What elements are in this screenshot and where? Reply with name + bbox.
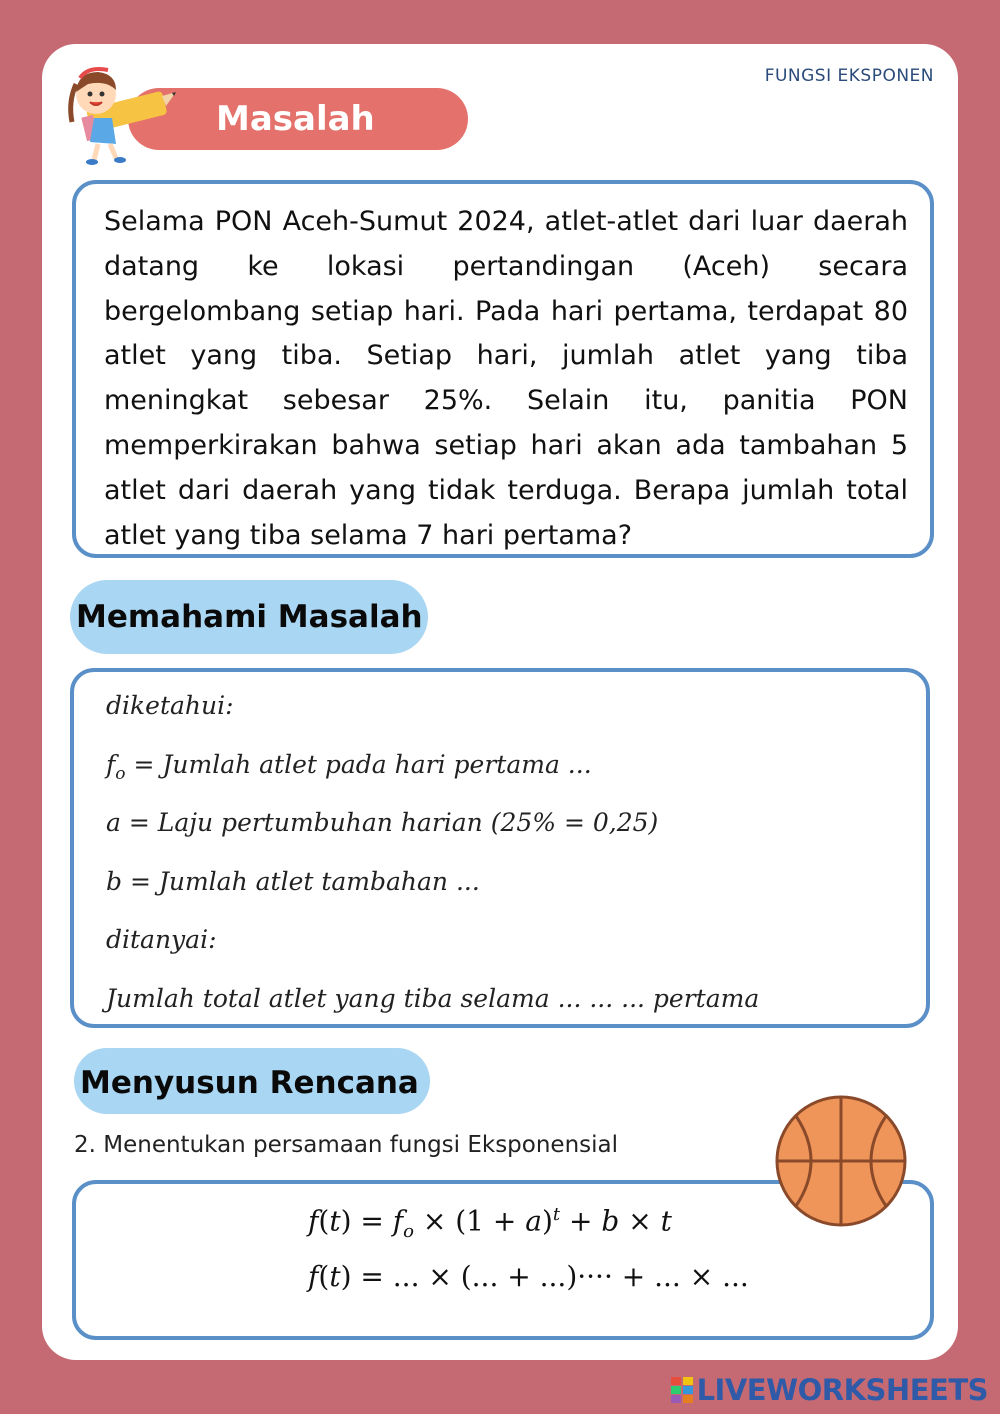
b-desc: = Jumlah atlet tambahan ... [129,866,480,896]
formula-general: $f(t) = f_o \times (1 + a)^t + b \times t$ [308,1204,672,1242]
basketball-icon [774,1094,908,1228]
liveworksheets-mark-icon [671,1377,693,1403]
liveworksheets-logo [671,1374,988,1406]
liveworksheets-brand: LIVEWORKSHEETS [696,1373,988,1407]
known-label: diketahui: [106,691,234,720]
asked-label: ditanyai: [106,925,217,955]
topic-label: FUNGSI EKSPONEN [764,66,934,86]
problem-text: Selama PON Aceh-Sumut 2024, atlet-atlet dari luar daerah datang ke lokasi pertandingan (Aceh) secara bergelombang setiap hari. Pada hari pertama, terdapat 80 atlet yang tiba. Setiap hari, jumlah atlet yang tiba meningkat sebesar 25%. Selain itu, panitia PON memperkirakan bahwa setiap hari akan ada tambahan 5 atlet dari daerah yang tidak terduga. Berapa jumlah total atlet yang tiba selama 7 hari pertama? [104,206,908,551]
plan-step: 2. Menentukan persamaan fungsi Eksponensial [74,1132,619,1158]
f0-desc: = Jumlah atlet pada hari pertama ... [133,749,592,779]
formula-filled: f(t) = ... × (... + ...)···· + ... × ... [308,1260,749,1293]
plan-title: Menyusun Rencana [74,1048,430,1114]
problem-box [72,180,934,558]
asked-line: Jumlah total atlet yang tiba selama ... ... ... pertama [106,983,760,1013]
formula-filled-rhs: = ... × (... + ...)···· + ... × ... [360,1260,749,1293]
a-desc: = Laju pertumbuhan harian (25% = 0,25) [128,808,659,838]
a-line: a = Laju pertumbuhan harian (25% = 0,25) [106,808,659,838]
masalah-title: Masalah [128,88,468,150]
known-box [70,668,930,1028]
f0-line: $f_o$ = Jumlah atlet pada hari pertama ... [106,749,592,784]
girl-with-pencil-illustration [58,62,178,172]
b-line: b = Jumlah atlet tambahan ... [106,866,480,896]
understand-title: Memahami Masalah [70,580,428,654]
